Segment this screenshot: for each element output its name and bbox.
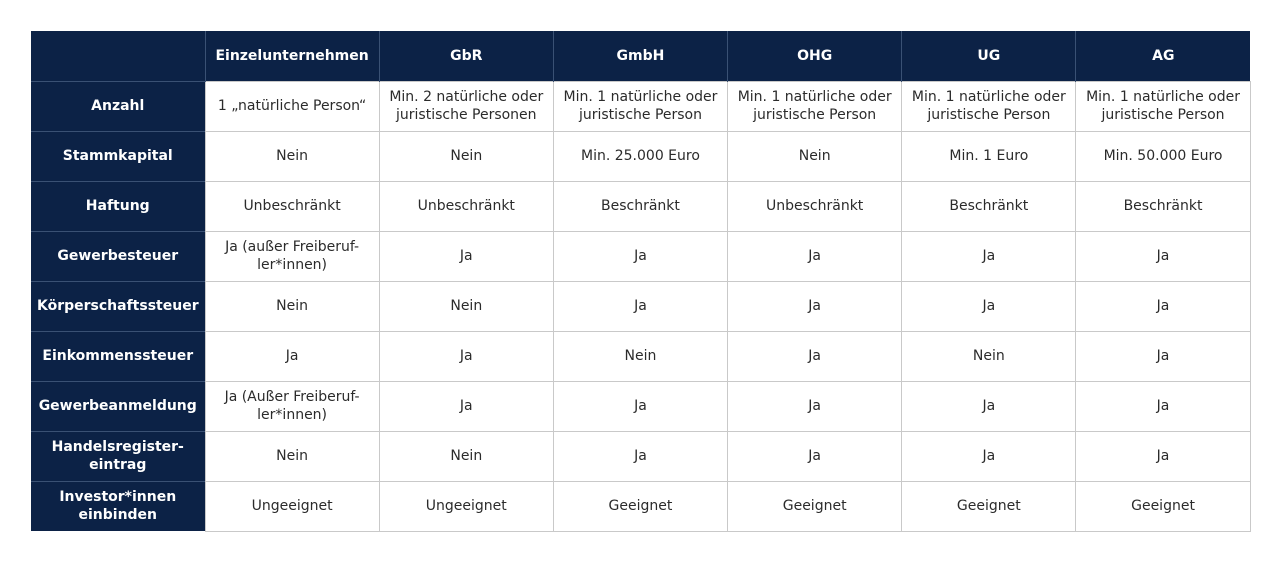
table-cell: Ja xyxy=(728,231,902,281)
table-row xyxy=(31,331,1250,381)
table-cell: Ja xyxy=(379,381,553,431)
table-cell: Ja (Außer Freiberuf-ler*innen) xyxy=(205,381,379,431)
table-cell: Geeignet xyxy=(902,481,1076,531)
table-cell: Ja xyxy=(553,231,727,281)
row-header: Anzahl xyxy=(31,81,205,131)
table-cell: Ja xyxy=(902,281,1076,331)
table-cell: Ja xyxy=(902,381,1076,431)
table-cell: Nein xyxy=(553,331,727,381)
table-row xyxy=(31,231,1250,281)
row-header: Investor*innen einbinden xyxy=(31,481,205,531)
column-header-ug: UG xyxy=(902,31,1076,81)
table-cell: Ja xyxy=(728,281,902,331)
table-cell: Geeignet xyxy=(553,481,727,531)
table-cell: Ungeeignet xyxy=(379,481,553,531)
table-cell: Ja xyxy=(1076,431,1250,481)
table-cell: Min. 2 natürliche oder juristische Personen xyxy=(379,81,553,131)
table-cell: Nein xyxy=(902,331,1076,381)
row-header: Körperschaftssteuer xyxy=(31,281,205,331)
table-cell: Ja xyxy=(379,231,553,281)
table-cell: Ja xyxy=(902,431,1076,481)
table-cell: Beschränkt xyxy=(1076,181,1250,231)
table-cell: Min. 1 Euro xyxy=(902,131,1076,181)
table-cell: Beschränkt xyxy=(902,181,1076,231)
column-header-gmbh: GmbH xyxy=(553,31,727,81)
comparison-table xyxy=(31,31,1251,532)
table-cell: Ja xyxy=(1076,281,1250,331)
table-cell: Ja xyxy=(728,431,902,481)
table-cell: Min. 1 natürliche oder juristische Person xyxy=(553,81,727,131)
table-cell: Unbeschränkt xyxy=(379,181,553,231)
table-cell: Ja xyxy=(728,331,902,381)
table-cell: Nein xyxy=(205,281,379,331)
table-row xyxy=(31,81,1250,131)
table-cell: Nein xyxy=(379,131,553,181)
table-cell: Nein xyxy=(379,431,553,481)
table-cell: Ungeeignet xyxy=(205,481,379,531)
table-cell: Ja xyxy=(1076,381,1250,431)
header-row xyxy=(31,31,1250,81)
table-cell: Unbeschränkt xyxy=(205,181,379,231)
table-cell: Ja xyxy=(553,281,727,331)
table-cell: Ja xyxy=(205,331,379,381)
table-cell: Ja xyxy=(902,231,1076,281)
table-row xyxy=(31,131,1250,181)
row-header: Gewerbesteuer xyxy=(31,231,205,281)
table-cell: Min. 1 natürliche oder juristische Person xyxy=(1076,81,1250,131)
table-cell: Ja xyxy=(379,331,553,381)
table-cell: Ja xyxy=(553,381,727,431)
table-cell: Nein xyxy=(379,281,553,331)
table-cell: Nein xyxy=(205,431,379,481)
table-cell: Min. 50.000 Euro xyxy=(1076,131,1250,181)
table-cell: Ja xyxy=(553,431,727,481)
table-row xyxy=(31,381,1250,431)
table-cell: Geeignet xyxy=(1076,481,1250,531)
table-cell: Min. 1 natürliche oder juristische Person xyxy=(902,81,1076,131)
row-header: Haftung xyxy=(31,181,205,231)
table-cell: Ja xyxy=(1076,231,1250,281)
table-cell: Min. 1 natürliche oder juristische Person xyxy=(728,81,902,131)
table-cell: 1 „natürliche Person“ xyxy=(205,81,379,131)
table-cell: Nein xyxy=(728,131,902,181)
table-cell: Ja xyxy=(1076,331,1250,381)
table-row xyxy=(31,181,1250,231)
table-cell: Geeignet xyxy=(728,481,902,531)
table-cell: Ja xyxy=(728,381,902,431)
table-cell: Beschränkt xyxy=(553,181,727,231)
table-row xyxy=(31,481,1250,531)
row-header: Handelsregister-eintrag xyxy=(31,431,205,481)
column-header-einzelunternehmen: Einzelunternehmen xyxy=(205,31,379,81)
table-cell: Min. 25.000 Euro xyxy=(553,131,727,181)
table-cell: Ja (außer Freiberuf-ler*innen) xyxy=(205,231,379,281)
column-header-gbr: GbR xyxy=(379,31,553,81)
row-header: Stammkapital xyxy=(31,131,205,181)
column-header-ohg: OHG xyxy=(728,31,902,81)
table-cell: Nein xyxy=(205,131,379,181)
row-header: Einkommenssteuer xyxy=(31,331,205,381)
column-header-ag: AG xyxy=(1076,31,1250,81)
corner-cell xyxy=(31,31,205,81)
table-cell: Unbeschränkt xyxy=(728,181,902,231)
table-row xyxy=(31,431,1250,481)
row-header: Gewerbeanmeldung xyxy=(31,381,205,431)
table-row xyxy=(31,281,1250,331)
